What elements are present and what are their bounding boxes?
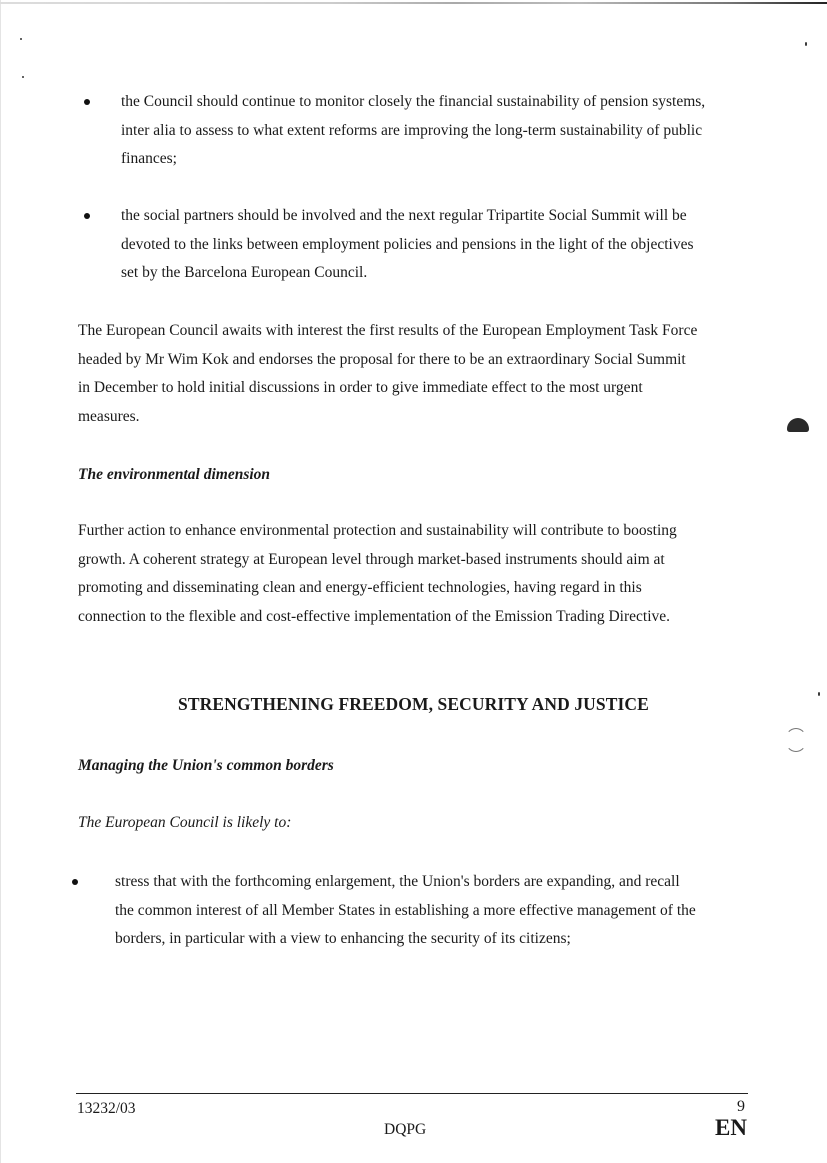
- text-line: inter alia to assess to what extent reforms are improving the long-term sustainability of public: [121, 121, 703, 139]
- text-line: devoted to the links between employment policies and pensions in the light of the objectives: [121, 235, 694, 253]
- text-line: stress that with the forthcoming enlargement, the Union's borders are expanding, and recall: [115, 873, 680, 890]
- footer-unit: DQPG: [384, 1121, 427, 1138]
- text-line: measures.: [78, 407, 140, 425]
- text-line: in December to hold initial discussions in order to give immediate effect to the most urgent: [78, 379, 643, 397]
- text-line: set by the Barcelona European Council.: [121, 264, 368, 282]
- bullet-dot: [84, 99, 90, 105]
- text-line: the Council should continue to monitor closely the financial sustainability of pension systems,: [121, 93, 706, 110]
- bullet-dot: [84, 213, 90, 219]
- borders-intro: The European Council is likely to:: [78, 814, 292, 831]
- footer-language-code: EN: [715, 1115, 747, 1140]
- bullet-item-pension-monitoring: [121, 88, 705, 174]
- paragraph-environment: [78, 517, 677, 631]
- text-line: the social partners should be involved and the next regular Tripartite Social Summit will be: [121, 207, 687, 224]
- paragraph-task-force: [78, 317, 697, 431]
- scan-top-edge: [0, 2, 827, 4]
- footer-rule: [76, 1093, 748, 1094]
- scan-artifact-blob: [787, 418, 809, 432]
- text-line: The European Council awaits with interest the first results of the European Employment Task Force: [78, 322, 698, 339]
- text-line: connection to the flexible and cost-effective implementation of the Emission Trading Directive.: [78, 607, 671, 625]
- section-title: STRENGTHENING FREEDOM, SECURITY AND JUSTICE: [178, 694, 649, 714]
- text-line: Further action to enhance environmental protection and sustainability will contribute to boosting: [78, 522, 677, 539]
- bullet-dot: [72, 879, 78, 885]
- text-line: borders, in particular with a view to enhancing the security of its citizens;: [115, 930, 571, 948]
- scan-speck: [20, 38, 22, 40]
- bullet-item-borders: [115, 868, 696, 954]
- footer-document-reference: 13232/03: [77, 1100, 136, 1117]
- scan-speck: [805, 42, 807, 46]
- bullet-item-social-partners: [121, 202, 694, 288]
- scan-left-edge: [0, 0, 1, 1163]
- text-line: headed by Mr Wim Kok and endorses the proposal for there to be an extraordinary Social Summit: [78, 350, 686, 368]
- text-line: the common interest of all Member States in establishing a more effective management of the: [115, 901, 696, 919]
- subheading-environmental-dimension: The environmental dimension: [78, 466, 271, 483]
- footer-page-number: 9: [737, 1098, 745, 1115]
- text-line: promoting and disseminating clean and energy-efficient technologies, having regard in this: [78, 579, 642, 597]
- scan-speck: [22, 76, 24, 78]
- text-line: growth. A coherent strategy at European level through market-based instruments should aim at: [78, 550, 665, 568]
- subheading-common-borders: Managing the Union's common borders: [78, 757, 334, 774]
- text-line: finances;: [121, 150, 177, 168]
- scan-artifact-arc: [785, 728, 807, 752]
